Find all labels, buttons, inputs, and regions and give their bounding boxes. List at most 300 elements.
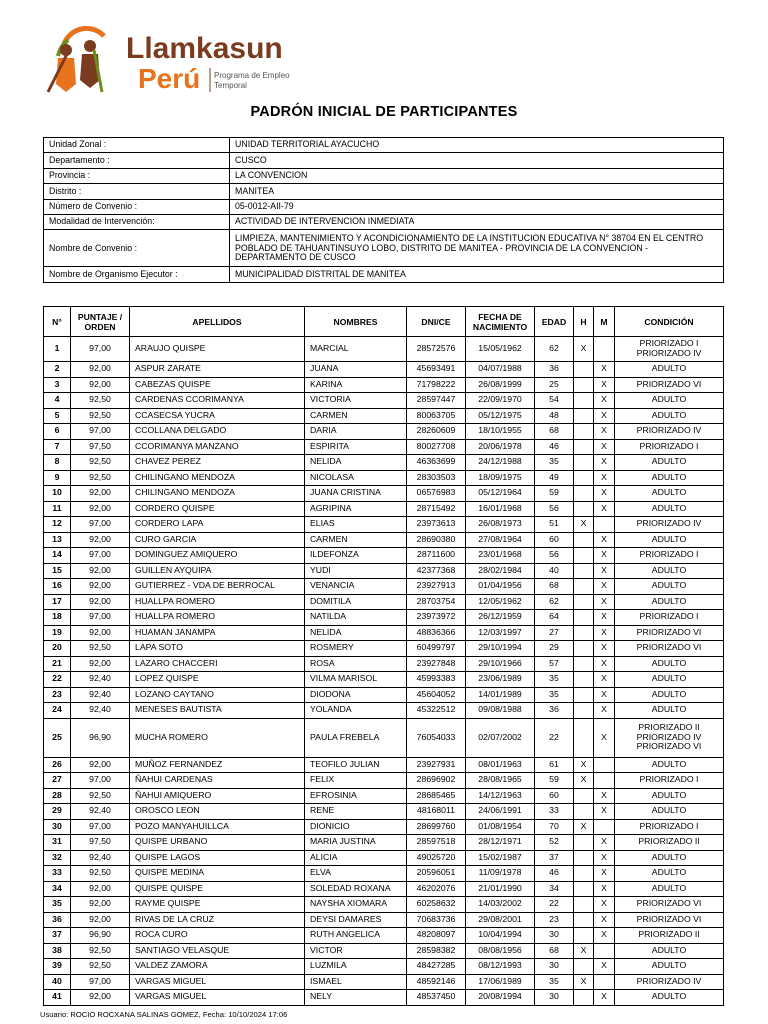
cell-row-number: 39: [44, 959, 71, 975]
condition-line: ADULTO: [651, 805, 687, 816]
info-value: LIMPIEZA, MANTENIMIENTO Y ACONDICIONAMIENTO DE LA INSTITUCION EDUCATIVA N° 38704 EN EL CENTRO POBLADO DE TAHUANTINSUYO LOBO, DISTRITO DE MANITEA - PROVINCIA DE LA CONVENCION - DEPARTAMENTO DE CUSCO: [230, 230, 724, 267]
cell-score: 92,00: [71, 594, 130, 610]
cell-condition: [615, 594, 724, 610]
cell-dni: 23927913: [407, 579, 466, 595]
cell-names: KARINA: [305, 377, 407, 393]
cell-dni: 48836366: [407, 625, 466, 641]
cell-names: ISMAEL: [305, 974, 407, 990]
cell-birthdate: 05/12/1975: [466, 408, 535, 424]
cell-score: 92,00: [71, 362, 130, 378]
col-header-female: M: [594, 307, 615, 337]
cell-names: JUANA: [305, 362, 407, 378]
cell-age: 36: [535, 703, 574, 719]
cell-score: 92,00: [71, 757, 130, 773]
cell-names: CARMEN: [305, 532, 407, 548]
cell-birthdate: 14/01/1989: [466, 687, 535, 703]
cell-condition: [615, 641, 724, 657]
condition-line: PRIORIZADO I: [639, 820, 699, 831]
cell-condition: [615, 757, 724, 773]
cell-female-mark: X: [594, 439, 615, 455]
cell-dni: 28699760: [407, 819, 466, 835]
cell-names: TEOFILO JULIAN: [305, 757, 407, 773]
cell-surnames: CURO GARCIA: [130, 532, 305, 548]
cell-row-number: 12: [44, 517, 71, 533]
cell-names: NELY: [305, 990, 407, 1006]
condition-line: PRIORIZADO I: [639, 611, 699, 622]
cell-dni: 48208097: [407, 928, 466, 944]
cell-names: DIONICIO: [305, 819, 407, 835]
condition-line: ADULTO: [651, 867, 687, 878]
cell-male-mark: X: [574, 819, 594, 835]
cell-names: VICTORIA: [305, 393, 407, 409]
cell-score: 97,50: [71, 835, 130, 851]
cell-row-number: 27: [44, 773, 71, 789]
cell-condition: [615, 424, 724, 440]
cell-female-mark: X: [594, 563, 615, 579]
cell-age: 70: [535, 819, 574, 835]
cell-surnames: POZO MANYAHUILLCA: [130, 819, 305, 835]
table-row: [44, 579, 724, 595]
info-label: Número de Convenio :: [44, 199, 230, 214]
cell-condition: [615, 455, 724, 471]
cell-dni: 28703754: [407, 594, 466, 610]
cell-age: 27: [535, 625, 574, 641]
cell-age: 35: [535, 672, 574, 688]
info-row: [44, 168, 724, 183]
cell-row-number: 23: [44, 687, 71, 703]
cell-row-number: 9: [44, 470, 71, 486]
cell-surnames: MUÑOZ FERNANDEZ: [130, 757, 305, 773]
cell-female-mark: X: [594, 912, 615, 928]
cell-male-mark: [574, 377, 594, 393]
cell-female-mark: X: [594, 656, 615, 672]
cell-female-mark: X: [594, 625, 615, 641]
cell-row-number: 16: [44, 579, 71, 595]
cell-female-mark: X: [594, 393, 615, 409]
cell-female-mark: [594, 943, 615, 959]
cell-surnames: LAZARO CHACCERI: [130, 656, 305, 672]
cell-female-mark: X: [594, 610, 615, 626]
llamkasun-peru-logo: [38, 22, 298, 98]
cell-female-mark: [594, 517, 615, 533]
table-row: [44, 881, 724, 897]
cell-birthdate: 21/01/1990: [466, 881, 535, 897]
cell-surnames: CCOLLANA DELGADO: [130, 424, 305, 440]
cell-birthdate: 28/08/1965: [466, 773, 535, 789]
cell-dni: 70683736: [407, 912, 466, 928]
cell-surnames: ÑAHUI CARDENAS: [130, 773, 305, 789]
table-row: [44, 439, 724, 455]
cell-surnames: CHILINGANO MENDOZA: [130, 470, 305, 486]
cell-age: 34: [535, 881, 574, 897]
cell-birthdate: 26/08/1973: [466, 517, 535, 533]
cell-condition: [615, 408, 724, 424]
cell-dni: 60258632: [407, 897, 466, 913]
cell-row-number: 2: [44, 362, 71, 378]
cell-surnames: QUISPE LAGOS: [130, 850, 305, 866]
cell-dni: 06576983: [407, 486, 466, 502]
cell-birthdate: 16/01/1968: [466, 501, 535, 517]
cell-age: 64: [535, 610, 574, 626]
cell-dni: 48592146: [407, 974, 466, 990]
cell-age: 61: [535, 757, 574, 773]
table-row: [44, 377, 724, 393]
cell-birthdate: 22/09/1970: [466, 393, 535, 409]
cell-condition: [615, 656, 724, 672]
cell-female-mark: X: [594, 594, 615, 610]
table-row: [44, 866, 724, 882]
cell-row-number: 5: [44, 408, 71, 424]
table-row: [44, 532, 724, 548]
cell-dni: 60499797: [407, 641, 466, 657]
cell-age: 48: [535, 408, 574, 424]
cell-surnames: RAYME QUISPE: [130, 897, 305, 913]
cell-male-mark: [574, 594, 594, 610]
cell-surnames: QUISPE URBANO: [130, 835, 305, 851]
cell-row-number: 21: [44, 656, 71, 672]
logo-country: Perú: [138, 63, 201, 94]
cell-row-number: 30: [44, 819, 71, 835]
condition-line: ADULTO: [651, 991, 687, 1002]
cell-row-number: 33: [44, 866, 71, 882]
cell-birthdate: 28/12/1971: [466, 835, 535, 851]
cell-female-mark: X: [594, 470, 615, 486]
cell-age: 37: [535, 850, 574, 866]
cell-male-mark: [574, 439, 594, 455]
table-row: [44, 641, 724, 657]
table-row: [44, 912, 724, 928]
cell-score: 97,00: [71, 337, 130, 362]
condition-line: PRIORIZADO IV: [636, 731, 702, 742]
cell-names: NELIDA: [305, 455, 407, 471]
cell-condition: [615, 850, 724, 866]
cell-male-mark: [574, 579, 594, 595]
cell-condition: [615, 835, 724, 851]
cell-condition: [615, 563, 724, 579]
cell-surnames: LOZANO CAYTANO: [130, 687, 305, 703]
cell-male-mark: [574, 455, 594, 471]
table-row: [44, 656, 724, 672]
cell-surnames: ASPUR ZARATE: [130, 362, 305, 378]
cell-birthdate: 20/06/1978: [466, 439, 535, 455]
col-header-age: EDAD: [535, 307, 574, 337]
condition-line: ADULTO: [651, 456, 687, 467]
cell-dni: 23973972: [407, 610, 466, 626]
cell-names: NICOLASA: [305, 470, 407, 486]
cell-score: 92,00: [71, 897, 130, 913]
cell-dni: 28303503: [407, 470, 466, 486]
cell-names: VICTOR: [305, 943, 407, 959]
cell-row-number: 14: [44, 548, 71, 564]
cell-female-mark: X: [594, 362, 615, 378]
cell-male-mark: X: [574, 974, 594, 990]
cell-surnames: RIVAS DE LA CRUZ: [130, 912, 305, 928]
cell-female-mark: X: [594, 687, 615, 703]
cell-score: 92,50: [71, 408, 130, 424]
cell-surnames: SANTIAGO VELASQUE: [130, 943, 305, 959]
cell-surnames: MENESES BAUTISTA: [130, 703, 305, 719]
cell-age: 33: [535, 804, 574, 820]
info-label: Nombre de Convenio :: [44, 230, 230, 267]
cell-row-number: 28: [44, 788, 71, 804]
cell-age: 35: [535, 974, 574, 990]
cell-age: 23: [535, 912, 574, 928]
cell-female-mark: X: [594, 850, 615, 866]
cell-dni: 28685465: [407, 788, 466, 804]
cell-male-mark: [574, 928, 594, 944]
cell-birthdate: 17/06/1989: [466, 974, 535, 990]
cell-surnames: CARDENAS CCORIMANYA: [130, 393, 305, 409]
condition-line: ADULTO: [651, 882, 687, 893]
info-value: MUNICIPALIDAD DISTRITAL DE MANITEA: [230, 267, 724, 282]
cell-female-mark: [594, 974, 615, 990]
condition-line: PRIORIZADO II: [638, 836, 700, 847]
cell-surnames: CORDERO LAPA: [130, 517, 305, 533]
condition-line: ADULTO: [651, 533, 687, 544]
cell-dni: 48537450: [407, 990, 466, 1006]
cell-row-number: 13: [44, 532, 71, 548]
cell-dni: 45322512: [407, 703, 466, 719]
table-row: [44, 672, 724, 688]
cell-row-number: 41: [44, 990, 71, 1006]
cell-male-mark: [574, 850, 594, 866]
cell-names: NELIDA: [305, 625, 407, 641]
cell-dni: 49025720: [407, 850, 466, 866]
table-row: [44, 337, 724, 362]
cell-female-mark: X: [594, 990, 615, 1006]
cell-surnames: QUISPE MEDINA: [130, 866, 305, 882]
cell-dni: 45993383: [407, 672, 466, 688]
cell-dni: 23927931: [407, 757, 466, 773]
condition-line: PRIORIZADO II: [638, 722, 700, 733]
cell-female-mark: X: [594, 532, 615, 548]
condition-line: ADULTO: [651, 502, 687, 513]
cell-age: 35: [535, 687, 574, 703]
cell-surnames: ÑAHUI AMIQUERO: [130, 788, 305, 804]
cell-row-number: 7: [44, 439, 71, 455]
cell-condition: [615, 610, 724, 626]
cell-male-mark: [574, 501, 594, 517]
cell-surnames: DOMINGUEZ AMIQUERO: [130, 548, 305, 564]
cell-female-mark: X: [594, 548, 615, 564]
table-row: [44, 362, 724, 378]
condition-line: PRIORIZADO IV: [636, 975, 702, 986]
cell-names: YUDI: [305, 563, 407, 579]
cell-names: RENE: [305, 804, 407, 820]
cell-row-number: 34: [44, 881, 71, 897]
cell-condition: [615, 625, 724, 641]
cell-age: 51: [535, 517, 574, 533]
condition-line: PRIORIZADO I: [639, 549, 699, 560]
cell-row-number: 8: [44, 455, 71, 471]
cell-birthdate: 28/02/1984: [466, 563, 535, 579]
cell-names: ELIAS: [305, 517, 407, 533]
cell-male-mark: [574, 881, 594, 897]
cell-row-number: 26: [44, 757, 71, 773]
table-row: [44, 501, 724, 517]
cell-surnames: GUTIERREZ - VDA DE BERROCAL: [130, 579, 305, 595]
cell-row-number: 17: [44, 594, 71, 610]
cell-male-mark: [574, 866, 594, 882]
condition-line: PRIORIZADO II: [638, 929, 700, 940]
info-row: [44, 184, 724, 199]
col-header-male: H: [574, 307, 594, 337]
cell-score: 97,00: [71, 773, 130, 789]
info-row: [44, 199, 724, 214]
cell-male-mark: [574, 641, 594, 657]
cell-male-mark: [574, 703, 594, 719]
cell-birthdate: 11/09/1978: [466, 866, 535, 882]
cell-score: 92,50: [71, 788, 130, 804]
cell-age: 60: [535, 788, 574, 804]
info-label: Modalidad de Intervención:: [44, 214, 230, 229]
cell-condition: [615, 548, 724, 564]
program-info-table: [43, 137, 724, 283]
table-row: [44, 408, 724, 424]
cell-condition: [615, 943, 724, 959]
info-label: Distrito :: [44, 184, 230, 199]
logo-tagline-2: Temporal: [214, 81, 247, 90]
cell-surnames: CABEZAS QUISPE: [130, 377, 305, 393]
cell-score: 92,50: [71, 470, 130, 486]
condition-line: ADULTO: [651, 944, 687, 955]
condition-line: ADULTO: [651, 487, 687, 498]
cell-birthdate: 18/10/1955: [466, 424, 535, 440]
cell-dni: 28597447: [407, 393, 466, 409]
cell-row-number: 10: [44, 486, 71, 502]
cell-dni: 48427285: [407, 959, 466, 975]
cell-birthdate: 26/12/1959: [466, 610, 535, 626]
cell-male-mark: [574, 408, 594, 424]
condition-line: ADULTO: [651, 851, 687, 862]
condition-line: PRIORIZADO VI: [636, 741, 702, 752]
cell-male-mark: [574, 424, 594, 440]
cell-score: 92,00: [71, 990, 130, 1006]
cell-score: 92,40: [71, 804, 130, 820]
info-row: [44, 214, 724, 229]
cell-birthdate: 18/09/1975: [466, 470, 535, 486]
cell-condition: [615, 470, 724, 486]
cell-score: 97,00: [71, 610, 130, 626]
cell-condition: [615, 974, 724, 990]
table-row: [44, 486, 724, 502]
cell-condition: [615, 672, 724, 688]
cell-score: 97,00: [71, 548, 130, 564]
cell-names: EFROSINIA: [305, 788, 407, 804]
cell-dni: 23927848: [407, 656, 466, 672]
cell-birthdate: 14/12/1963: [466, 788, 535, 804]
cell-score: 97,00: [71, 424, 130, 440]
cell-age: 68: [535, 424, 574, 440]
cell-condition: [615, 897, 724, 913]
cell-condition: [615, 532, 724, 548]
cell-age: 30: [535, 990, 574, 1006]
cell-age: 59: [535, 773, 574, 789]
cell-birthdate: 15/02/1987: [466, 850, 535, 866]
cell-score: 92,00: [71, 532, 130, 548]
cell-age: 62: [535, 594, 574, 610]
table-row: [44, 610, 724, 626]
cell-birthdate: 04/07/1988: [466, 362, 535, 378]
cell-score: 92,40: [71, 850, 130, 866]
cell-names: FELIX: [305, 773, 407, 789]
info-row: [44, 267, 724, 282]
cell-age: 54: [535, 393, 574, 409]
cell-female-mark: X: [594, 501, 615, 517]
info-row: [44, 153, 724, 168]
cell-female-mark: X: [594, 672, 615, 688]
col-header-number: N°: [44, 307, 71, 337]
cell-dni: 80027708: [407, 439, 466, 455]
condition-line: PRIORIZADO VI: [636, 913, 702, 924]
cell-birthdate: 23/01/1968: [466, 548, 535, 564]
cell-score: 92,00: [71, 579, 130, 595]
cell-names: DEYSI DAMARES: [305, 912, 407, 928]
cell-condition: [615, 912, 724, 928]
cell-row-number: 15: [44, 563, 71, 579]
cell-row-number: 20: [44, 641, 71, 657]
cell-condition: [615, 819, 724, 835]
cell-age: 29: [535, 641, 574, 657]
cell-female-mark: X: [594, 881, 615, 897]
cell-birthdate: 12/03/1997: [466, 625, 535, 641]
cell-names: JUANA CRISTINA: [305, 486, 407, 502]
cell-female-mark: X: [594, 788, 615, 804]
cell-female-mark: X: [594, 866, 615, 882]
cell-score: 92,00: [71, 563, 130, 579]
cell-score: 92,00: [71, 912, 130, 928]
cell-birthdate: 05/12/1964: [466, 486, 535, 502]
table-row: [44, 393, 724, 409]
table-row: [44, 788, 724, 804]
cell-dni: 28572576: [407, 337, 466, 362]
table-row: [44, 424, 724, 440]
cell-dni: 28715492: [407, 501, 466, 517]
cell-female-mark: [594, 757, 615, 773]
cell-names: DARIA: [305, 424, 407, 440]
cell-row-number: 38: [44, 943, 71, 959]
cell-names: RUTH ANGELICA: [305, 928, 407, 944]
table-row: [44, 897, 724, 913]
cell-names: NAYSHA XIOMARA: [305, 897, 407, 913]
cell-names: PAULA FREBELA: [305, 718, 407, 757]
condition-line: ADULTO: [651, 580, 687, 591]
table-row: [44, 943, 724, 959]
condition-line: ADULTO: [651, 409, 687, 420]
cell-condition: [615, 337, 724, 362]
footer-user-date: Usuario: ROCIO ROCXANA SALINAS GOMEZ, Fecha: 10/10/2024 17:06: [40, 1010, 288, 1019]
cell-names: VILMA MARISOL: [305, 672, 407, 688]
table-row: [44, 548, 724, 564]
cell-age: 22: [535, 718, 574, 757]
info-row: [44, 138, 724, 153]
cell-condition: [615, 773, 724, 789]
condition-line: ADULTO: [651, 595, 687, 606]
cell-score: 96,90: [71, 718, 130, 757]
cell-birthdate: 08/12/1993: [466, 959, 535, 975]
cell-dni: 71798222: [407, 377, 466, 393]
cell-birthdate: 01/08/1954: [466, 819, 535, 835]
cell-row-number: 35: [44, 897, 71, 913]
cell-birthdate: 10/04/1994: [466, 928, 535, 944]
cell-names: LUZMILA: [305, 959, 407, 975]
cell-female-mark: X: [594, 804, 615, 820]
condition-line: PRIORIZADO IV: [636, 348, 702, 358]
condition-line: PRIORIZADO IV: [636, 425, 702, 436]
cell-dni: 48168011: [407, 804, 466, 820]
table-row: [44, 470, 724, 486]
cell-surnames: CHILINGANO MENDOZA: [130, 486, 305, 502]
